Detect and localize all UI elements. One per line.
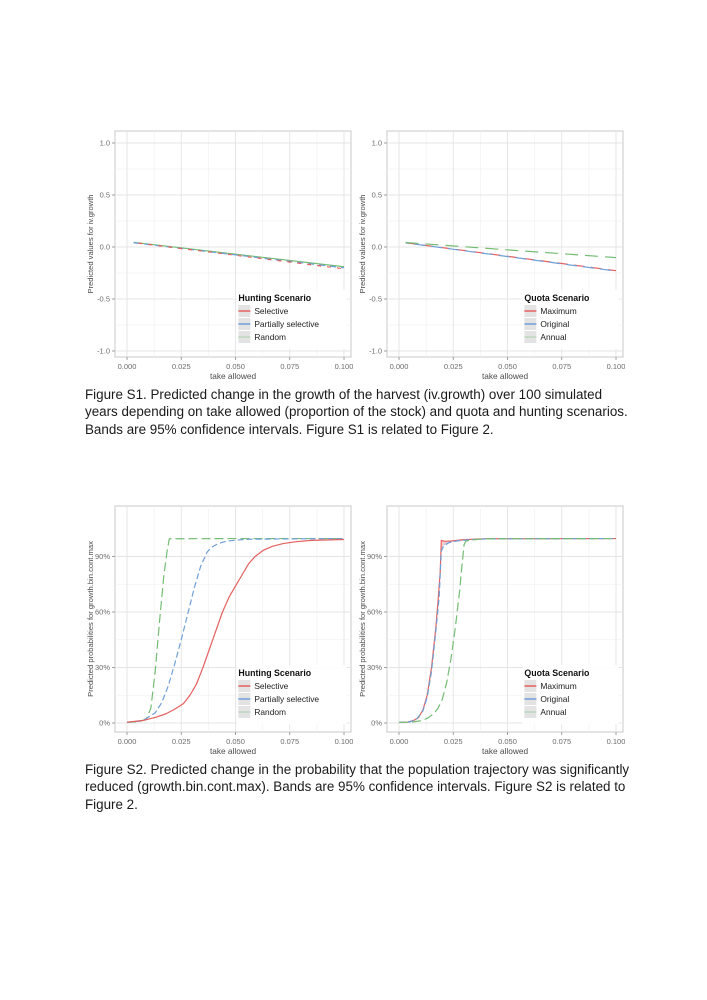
x-axis-title: take allowed [209, 746, 257, 756]
y-axis-title: Predicted values for iv.growth [358, 194, 367, 294]
y-axis-title: Predicted probabilities for growth.bin.cont.max [86, 541, 95, 697]
y-tick-label: 90% [94, 552, 110, 562]
x-tick-label: 0.000 [389, 362, 409, 371]
y-tick-label: -0.5 [97, 294, 110, 304]
chart-s1-quota-scenario [357, 126, 625, 381]
y-tick-label: 60% [366, 607, 382, 617]
y-tick-label: 90% [366, 552, 382, 562]
legend [236, 290, 347, 349]
legend-item-label: Annual [540, 332, 567, 342]
y-tick-label: -0.5 [369, 294, 382, 304]
legend-item-label: Partially selective [254, 319, 320, 329]
y-tick-label: 0.5 [99, 190, 110, 200]
legend-title: Hunting Scenario [238, 668, 312, 678]
x-tick-label: 0.050 [226, 362, 245, 371]
legend-title: Quota Scenario [524, 668, 590, 678]
x-tick-label: 0.075 [552, 362, 572, 371]
y-tick-label: 30% [366, 663, 382, 673]
chart-s2-hunting-scenario [85, 501, 353, 756]
y-tick-label: 60% [94, 607, 110, 617]
y-axis-title: Predicted probabilities for growth.bin.cont.max [358, 541, 367, 697]
x-tick-label: 0.100 [606, 737, 625, 746]
x-tick-label: 0.025 [443, 362, 463, 371]
x-tick-label: 0.000 [117, 737, 137, 746]
x-tick-label: 0.075 [280, 362, 300, 371]
legend-item-label: Maximum [540, 681, 577, 691]
legend-item-label: Selective [254, 681, 289, 691]
x-tick-label: 0.000 [117, 362, 137, 371]
x-tick-label: 0.050 [226, 737, 245, 746]
legend-item-label: Random [254, 707, 287, 717]
legend-item-label: Partially selective [254, 694, 320, 704]
y-tick-label: 1.0 [99, 138, 110, 148]
figure-s2 [85, 501, 625, 756]
x-tick-label: 0.100 [334, 362, 353, 371]
y-tick-label: 30% [94, 663, 110, 673]
y-axis-title: Predicted values for iv.growth [86, 194, 95, 294]
legend [522, 290, 619, 349]
legend-item-label: Original [540, 319, 570, 329]
legend-item-label: Annual [540, 707, 567, 717]
legend [236, 665, 347, 724]
legend-item-label: Original [540, 694, 570, 704]
x-tick-label: 0.025 [171, 737, 191, 746]
figure-s1 [85, 126, 625, 381]
x-axis-title: take allowed [481, 746, 529, 756]
legend-title: Hunting Scenario [238, 293, 312, 303]
x-axis-title: take allowed [209, 371, 257, 381]
x-tick-label: 0.000 [389, 737, 409, 746]
x-tick-label: 0.050 [498, 737, 517, 746]
chart-s2-quota-scenario [357, 501, 625, 756]
y-tick-label: 0.0 [371, 242, 382, 252]
y-tick-label: 0.0 [99, 242, 110, 252]
x-tick-label: 0.100 [334, 737, 353, 746]
figure-s1-caption: Figure S1. Predicted change in the growth of the harvest (iv.growth) over 100 simulated years depending on take allowed (proportion of the stock) and quota and hunting scenarios. Bands are 95% confidence intervals. Figure S1 is related to Figure 2. [85, 387, 628, 437]
legend-item-label: Random [254, 332, 287, 342]
chart-s1-hunting-scenario [85, 126, 353, 381]
y-tick-label: 0.5 [371, 190, 382, 200]
x-tick-label: 0.075 [280, 737, 300, 746]
x-tick-label: 0.075 [552, 737, 572, 746]
x-tick-label: 0.025 [443, 737, 463, 746]
figure-s2-caption: Figure S2. Predicted change in the probability that the population trajectory was significantly reduced (growth.bin.cont.max). Bands are 95% confidence intervals. Figure S2 is related to Figure 2. [85, 762, 630, 812]
x-axis-title: take allowed [481, 371, 529, 381]
y-tick-label: 0% [99, 718, 110, 728]
legend [522, 665, 619, 724]
x-tick-label: 0.050 [498, 362, 517, 371]
legend-item-label: Selective [254, 306, 289, 316]
legend-title: Quota Scenario [524, 293, 590, 303]
legend-item-label: Maximum [540, 306, 577, 316]
x-tick-label: 0.025 [171, 362, 191, 371]
y-tick-label: 0% [371, 718, 382, 728]
x-tick-label: 0.100 [606, 362, 625, 371]
y-tick-label: 1.0 [371, 138, 382, 148]
y-tick-label: -1.0 [369, 346, 382, 356]
y-tick-label: -1.0 [97, 346, 110, 356]
